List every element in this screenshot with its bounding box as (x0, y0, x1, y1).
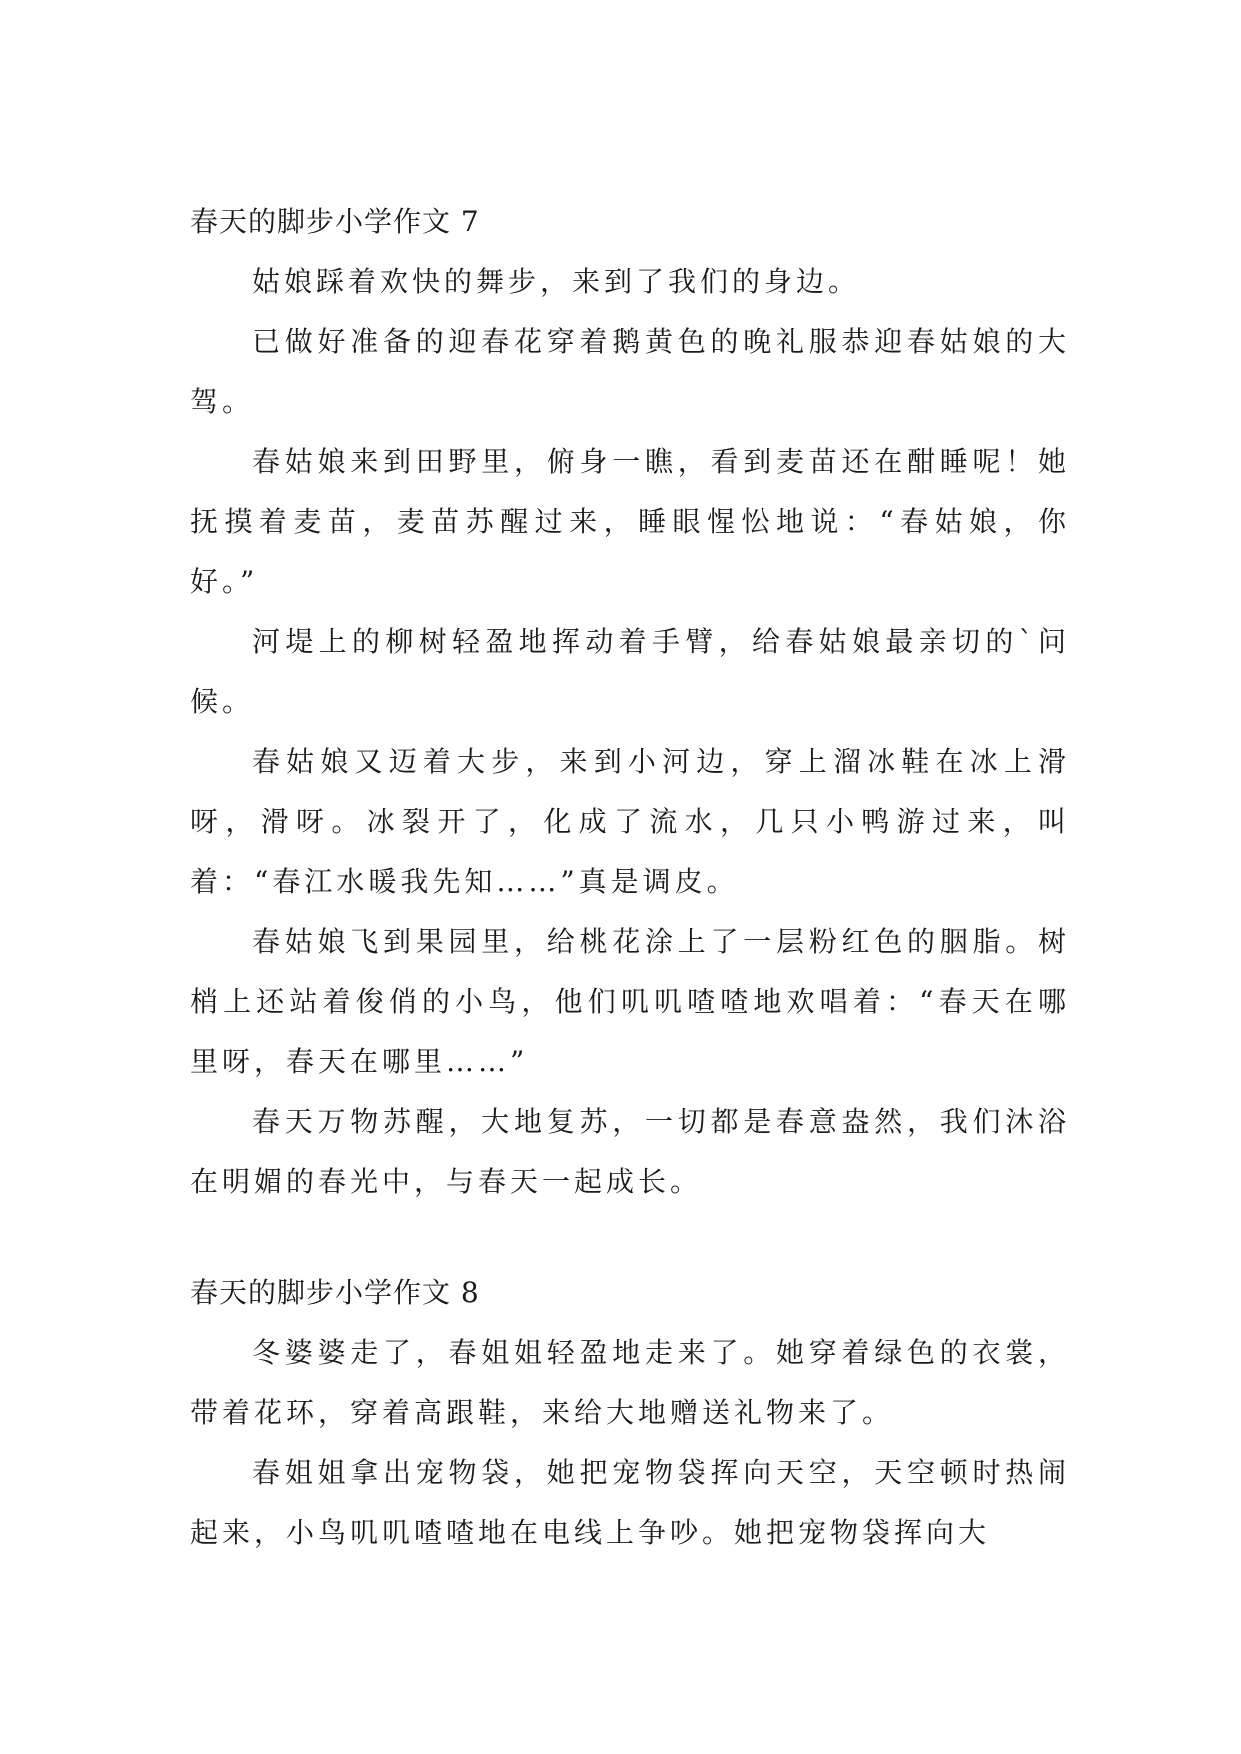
paragraph: 春姑娘又迈着大步，来到小河边，穿上溜冰鞋在冰上滑呀，滑呀。冰裂开了，化成了流水，几只小鸭游过来，叫着：“春江水暖我先知……”真是调皮。 (190, 745, 1070, 898)
paragraph: 春姐姐拿出宠物袋，她把宠物袋挥向天空，天空顿时热闹起来，小鸟叽叽喳喳地在电线上争吵。她把宠物袋挥向大 (190, 1456, 1070, 1549)
paragraph: 春天万物苏醒，大地复苏，一切都是春意盎然，我们沐浴在明媚的春光中，与春天一起成长。 (190, 1105, 1070, 1198)
essay-title: 春天的脚步小学作文 8 (190, 1276, 480, 1309)
paragraph: 姑娘踩着欢快的舞步，来到了我们的身边。 (252, 265, 861, 298)
paragraph: 已做好准备的迎春花穿着鹅黄色的晚礼服恭迎春姑娘的大驾。 (190, 325, 1070, 418)
paragraph: 河堤上的柳树轻盈地挥动着手臂，给春姑娘最亲切的`问候。 (190, 625, 1070, 718)
essay-title: 春天的脚步小学作文 7 (190, 205, 480, 238)
essay-section-7 (190, 192, 1070, 1212)
paragraph: 春姑娘来到田野里，俯身一瞧，看到麦苗还在酣睡呢！她抚摸着麦苗，麦苗苏醒过来，睡眼惺忪地说：“春姑娘，你好。” (190, 445, 1070, 598)
essay-section-8 (190, 1263, 1070, 1563)
paragraph: 冬婆婆走了，春姐姐轻盈地走来了。她穿着绿色的衣裳，带着花环，穿着高跟鞋，来给大地赠送礼物来了。 (190, 1336, 1070, 1429)
paragraph: 春姑娘飞到果园里，给桃花涂上了一层粉红色的胭脂。树梢上还站着俊俏的小鸟，他们叽叽喳喳地欢唱着：“春天在哪里呀，春天在哪里……” (190, 925, 1070, 1078)
